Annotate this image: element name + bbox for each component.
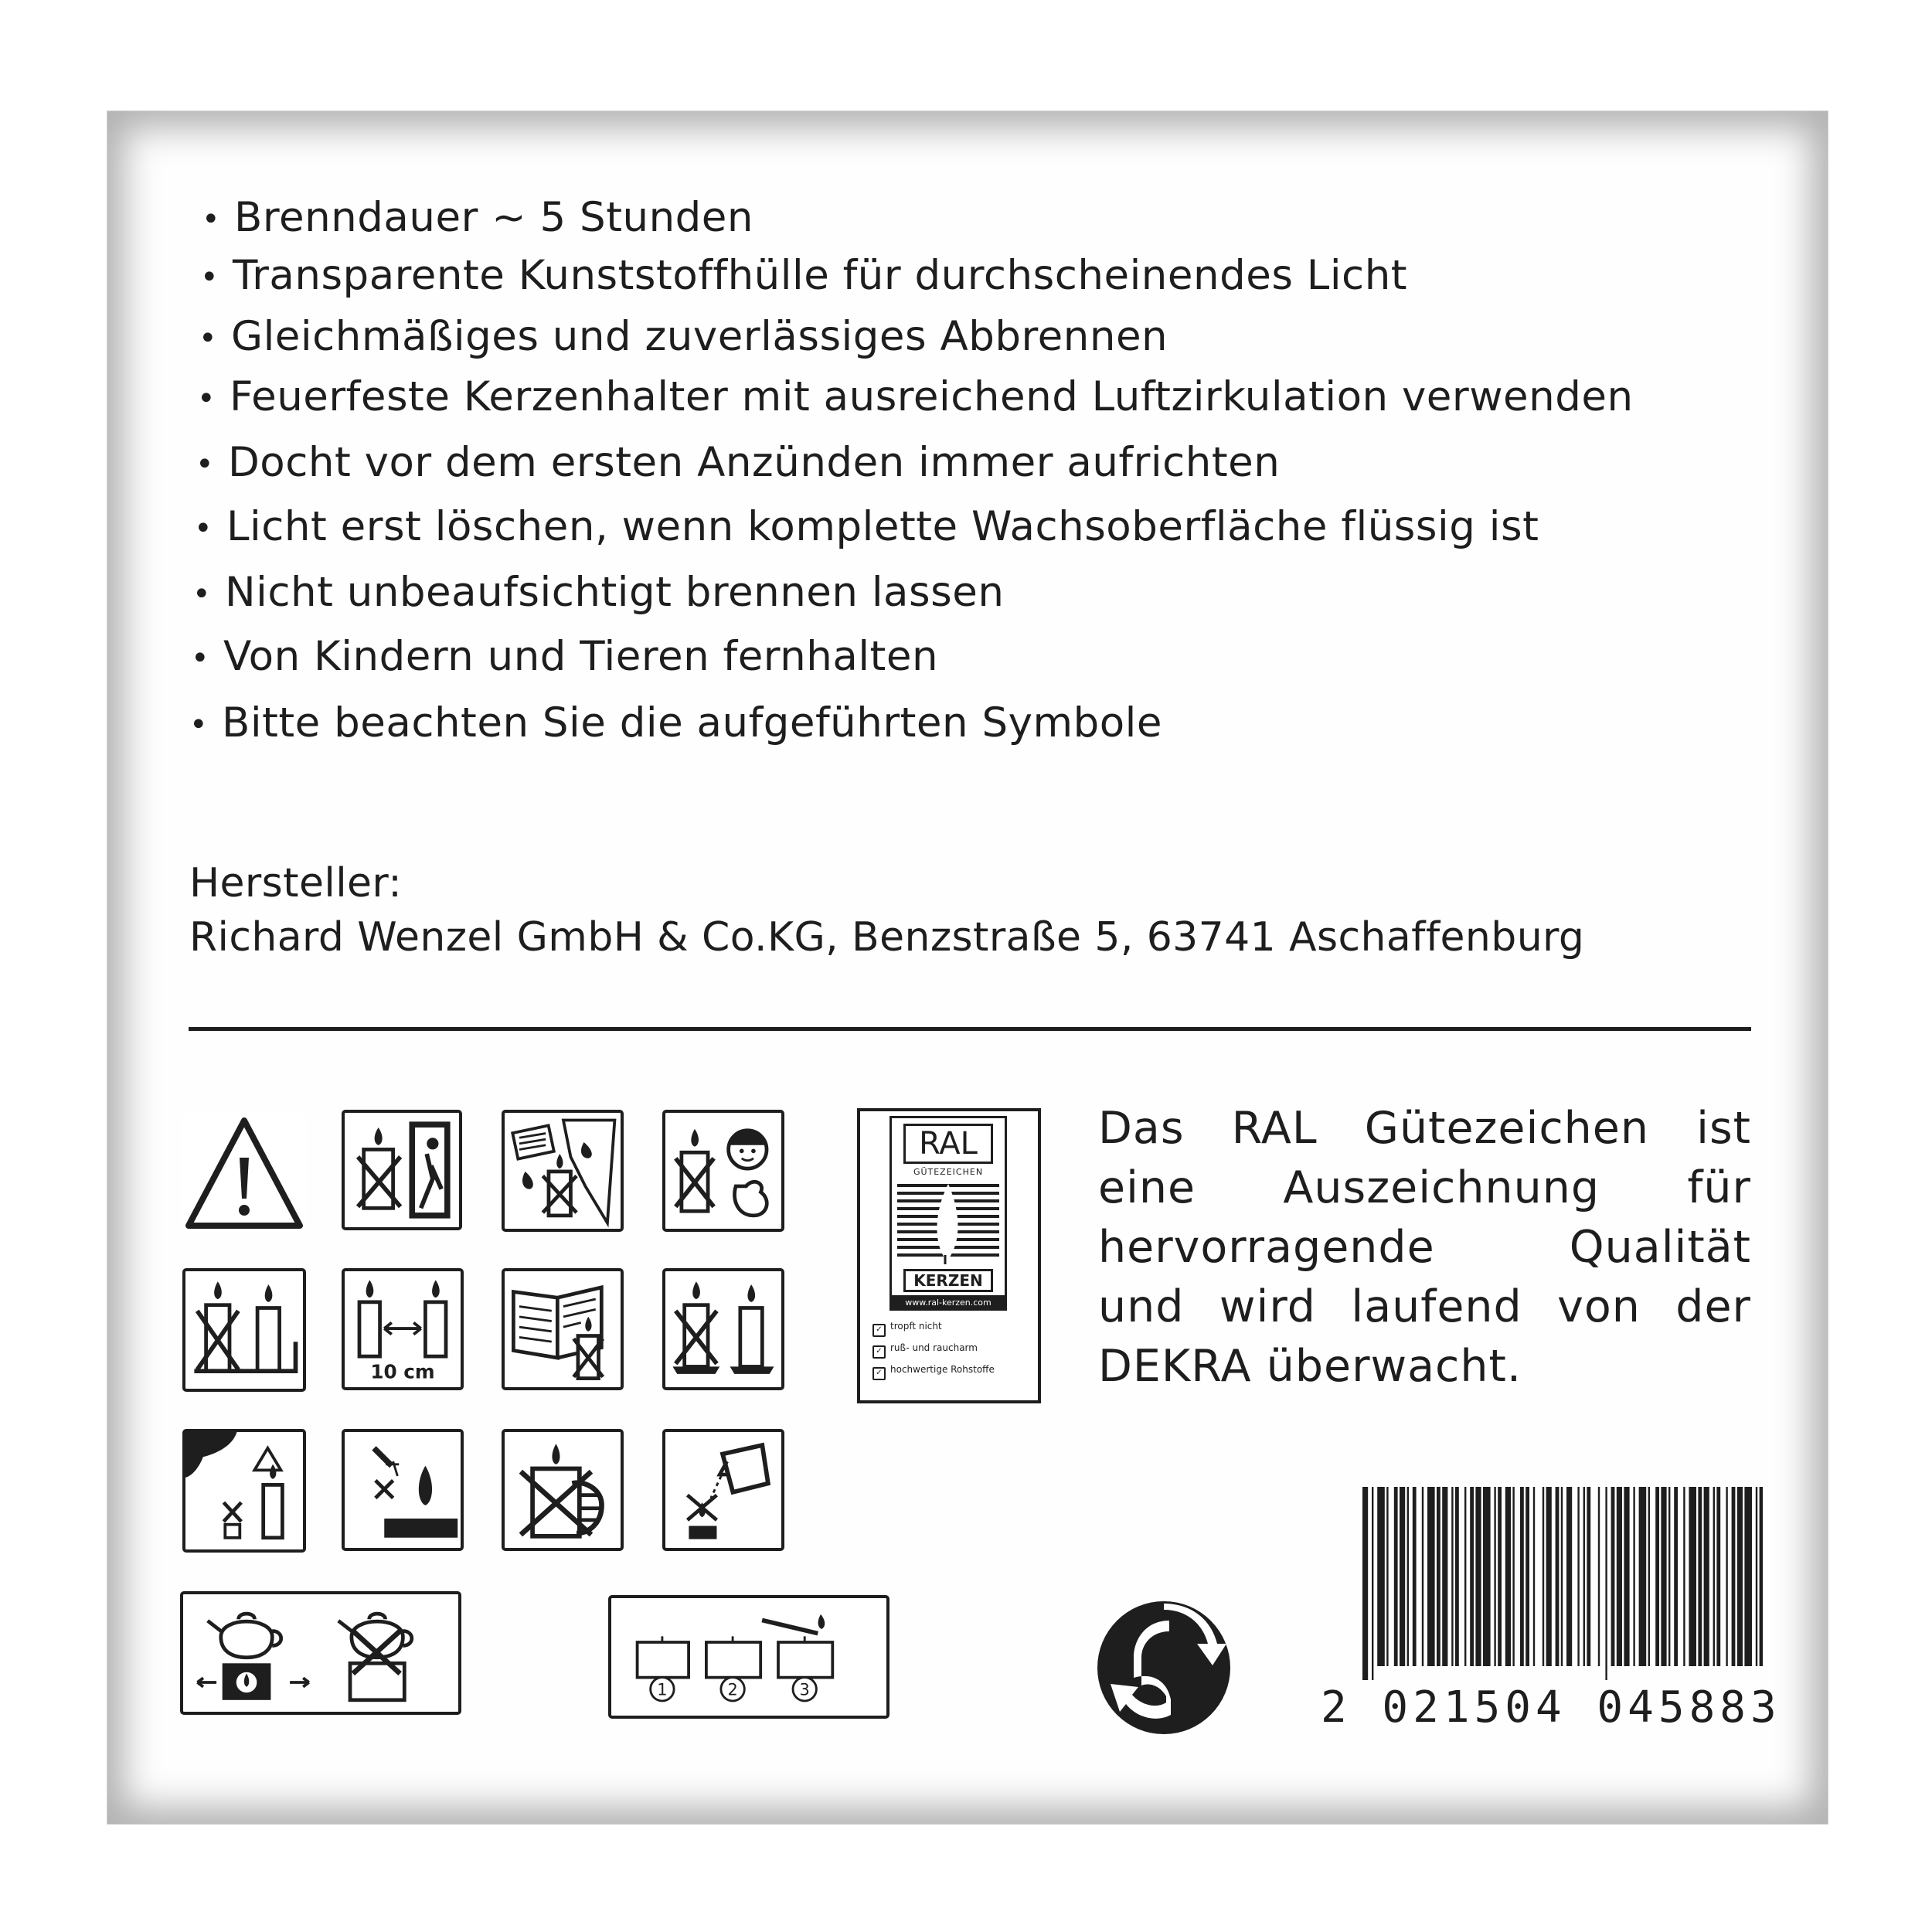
- barcode-bar: [1413, 1487, 1417, 1666]
- barcode-bar: [1598, 1487, 1600, 1666]
- manufacturer-label: Hersteller:: [189, 860, 403, 906]
- no-water-extinguish-icon: [662, 1429, 784, 1551]
- barcode-bar: [1394, 1487, 1398, 1666]
- barcode-bar: [1583, 1487, 1585, 1666]
- no-sparks-icon: [342, 1429, 464, 1551]
- barcode-bar: [1470, 1487, 1474, 1666]
- barcode-bar: [1760, 1487, 1763, 1666]
- list-item: • Licht erst löschen, wenn komplette Wachsoberfläche flüssig ist: [194, 503, 1539, 550]
- barcode-bar: [1648, 1487, 1650, 1666]
- barcode-bar: [1661, 1487, 1666, 1666]
- barcode-bar: [1455, 1487, 1459, 1666]
- barcode-bar: [1427, 1487, 1435, 1666]
- step-number: 3: [799, 1680, 810, 1699]
- ral-check-item: ✓ ruß- und raucharm: [872, 1340, 978, 1359]
- list-item: • Bitte beachten Sie die aufgeführten Symbole: [189, 699, 1163, 747]
- no-shelf-below-icon: [182, 1429, 306, 1553]
- ral-check-item: ✓ hochwertige Rohstoffe: [872, 1362, 995, 1380]
- barcode-bar: [1512, 1487, 1514, 1666]
- barcode-bar: [1683, 1487, 1685, 1666]
- barcode-bar: [1494, 1487, 1495, 1666]
- teapot-warmer-icon: [180, 1591, 461, 1715]
- distance-10cm-icon: [342, 1268, 464, 1390]
- checkbox-icon: ✓: [872, 1345, 886, 1359]
- barcode-bar: [1407, 1487, 1409, 1666]
- barcode-bar: [1543, 1487, 1544, 1666]
- barcode-bar: [1617, 1487, 1622, 1666]
- barcode-bar: [1611, 1487, 1615, 1666]
- read-instructions-icon: [502, 1268, 624, 1390]
- barcode-bar: [1556, 1487, 1560, 1666]
- barcode-bar: [1633, 1487, 1634, 1666]
- barcode-bar: [1561, 1487, 1563, 1666]
- ral-seal-inner: [889, 1116, 1007, 1311]
- barcode-bar: [1386, 1487, 1388, 1666]
- bullet-list: [107, 111, 1828, 884]
- barcode-bar: [1726, 1487, 1727, 1666]
- no-draft-icon: [342, 1110, 462, 1230]
- barcode-bar: [1400, 1487, 1405, 1666]
- barcode-bar: [1505, 1487, 1511, 1666]
- distance-label: 10 cm: [370, 1360, 435, 1383]
- barcode-bar: [1464, 1487, 1466, 1666]
- barcode-bar: [1689, 1487, 1696, 1666]
- barcode-bar: [1483, 1487, 1491, 1666]
- barcode-bar: [1498, 1487, 1502, 1666]
- upright-holder-icon: [662, 1268, 784, 1390]
- barcode-digits: 2 021504 045883: [1321, 1682, 1781, 1733]
- ral-subtitle: GÜTEZEICHEN: [913, 1167, 984, 1177]
- list-item: • Transparente Kunststoffhülle für durchscheinendes Licht: [200, 252, 1408, 299]
- barcode-bar: [1546, 1487, 1552, 1666]
- list-item: • Gleichmäßiges und zuverlässiges Abbrennen: [199, 313, 1168, 360]
- ral-logo: RAL: [903, 1124, 993, 1164]
- checkbox-icon: ✓: [872, 1367, 886, 1380]
- barcode-bar: [1674, 1487, 1678, 1666]
- barcode-bar: [1704, 1487, 1709, 1666]
- ral-quality-seal: [857, 1108, 1041, 1403]
- warning-icon: [182, 1110, 306, 1233]
- barcode-bar: [1442, 1487, 1447, 1666]
- step-number: 2: [727, 1680, 738, 1699]
- manufacturer-address: Richard Wenzel GmbH & Co.KG, Benzstraße 5, 63741 Aschaffenburg: [189, 914, 1585, 961]
- step-number: 1: [657, 1680, 668, 1699]
- green-dot-recycling-icon: [1095, 1599, 1233, 1736]
- keep-away-children-pets-icon: [662, 1110, 784, 1232]
- flammable-objects-icon: [502, 1110, 624, 1232]
- barcode-bar: [1587, 1487, 1590, 1666]
- checkbox-icon: ✓: [872, 1324, 886, 1337]
- barcode-bar: [1713, 1487, 1715, 1666]
- barcode-bar: [1698, 1487, 1702, 1666]
- barcode-bar: [1533, 1487, 1535, 1666]
- barcode-bar: [1520, 1487, 1524, 1666]
- heat-resistant-surface-icon: [182, 1268, 306, 1392]
- barcode-bar: [1566, 1487, 1572, 1666]
- divider: [189, 1027, 1751, 1031]
- barcode-bar: [1732, 1487, 1736, 1666]
- list-item: • Brenndauer ~ 5 Stunden: [202, 194, 753, 241]
- barcode-bar: [1624, 1487, 1629, 1666]
- lighting-order-icon: [608, 1595, 889, 1719]
- ral-check-item: ✓ tropft nicht: [872, 1318, 942, 1337]
- barcode-bar: [1437, 1487, 1440, 1666]
- do-not-move-burning-icon: [502, 1429, 624, 1551]
- barcode: [1361, 1487, 1763, 1680]
- label-card: [107, 111, 1828, 1825]
- list-item: • Von Kindern und Tieren fernhalten: [191, 633, 939, 680]
- candle-flame-emblem: [897, 1181, 999, 1266]
- barcode-bar: [1668, 1487, 1670, 1666]
- barcode-bar: [1655, 1487, 1659, 1666]
- barcode-bar: [1451, 1487, 1453, 1666]
- ral-product: KERZEN: [903, 1269, 993, 1292]
- barcode-bar: [1475, 1487, 1481, 1666]
- barcode-bar: [1744, 1487, 1752, 1666]
- barcode-bar: [1716, 1487, 1720, 1666]
- barcode-bar: [1362, 1487, 1368, 1680]
- barcode-bar: [1372, 1487, 1373, 1680]
- ral-url: www.ral-kerzen.com: [889, 1295, 1007, 1311]
- barcode-bar: [1639, 1487, 1647, 1666]
- barcode-bar: [1526, 1487, 1529, 1666]
- ral-info-text: Das RAL Gütezeichen ist eine Auszeichnung für hervorragende Qualität und wird laufend von der DEKRA überwacht.: [1098, 1103, 1751, 1392]
- barcode-bar: [1422, 1487, 1423, 1666]
- barcode-bar: [1577, 1487, 1579, 1666]
- barcode-bar: [1605, 1487, 1607, 1680]
- list-item: • Feuerfeste Kerzenhalter mit ausreichend Luftzirkulation verwenden: [197, 373, 1634, 420]
- barcode-bar: [1756, 1487, 1757, 1666]
- list-item: • Nicht unbeaufsichtigt brennen lassen: [192, 569, 1005, 616]
- barcode-bar: [1377, 1487, 1385, 1666]
- list-item: • Docht vor dem ersten Anzünden immer aufrichten: [196, 439, 1281, 486]
- barcode-bar: [1737, 1487, 1743, 1666]
